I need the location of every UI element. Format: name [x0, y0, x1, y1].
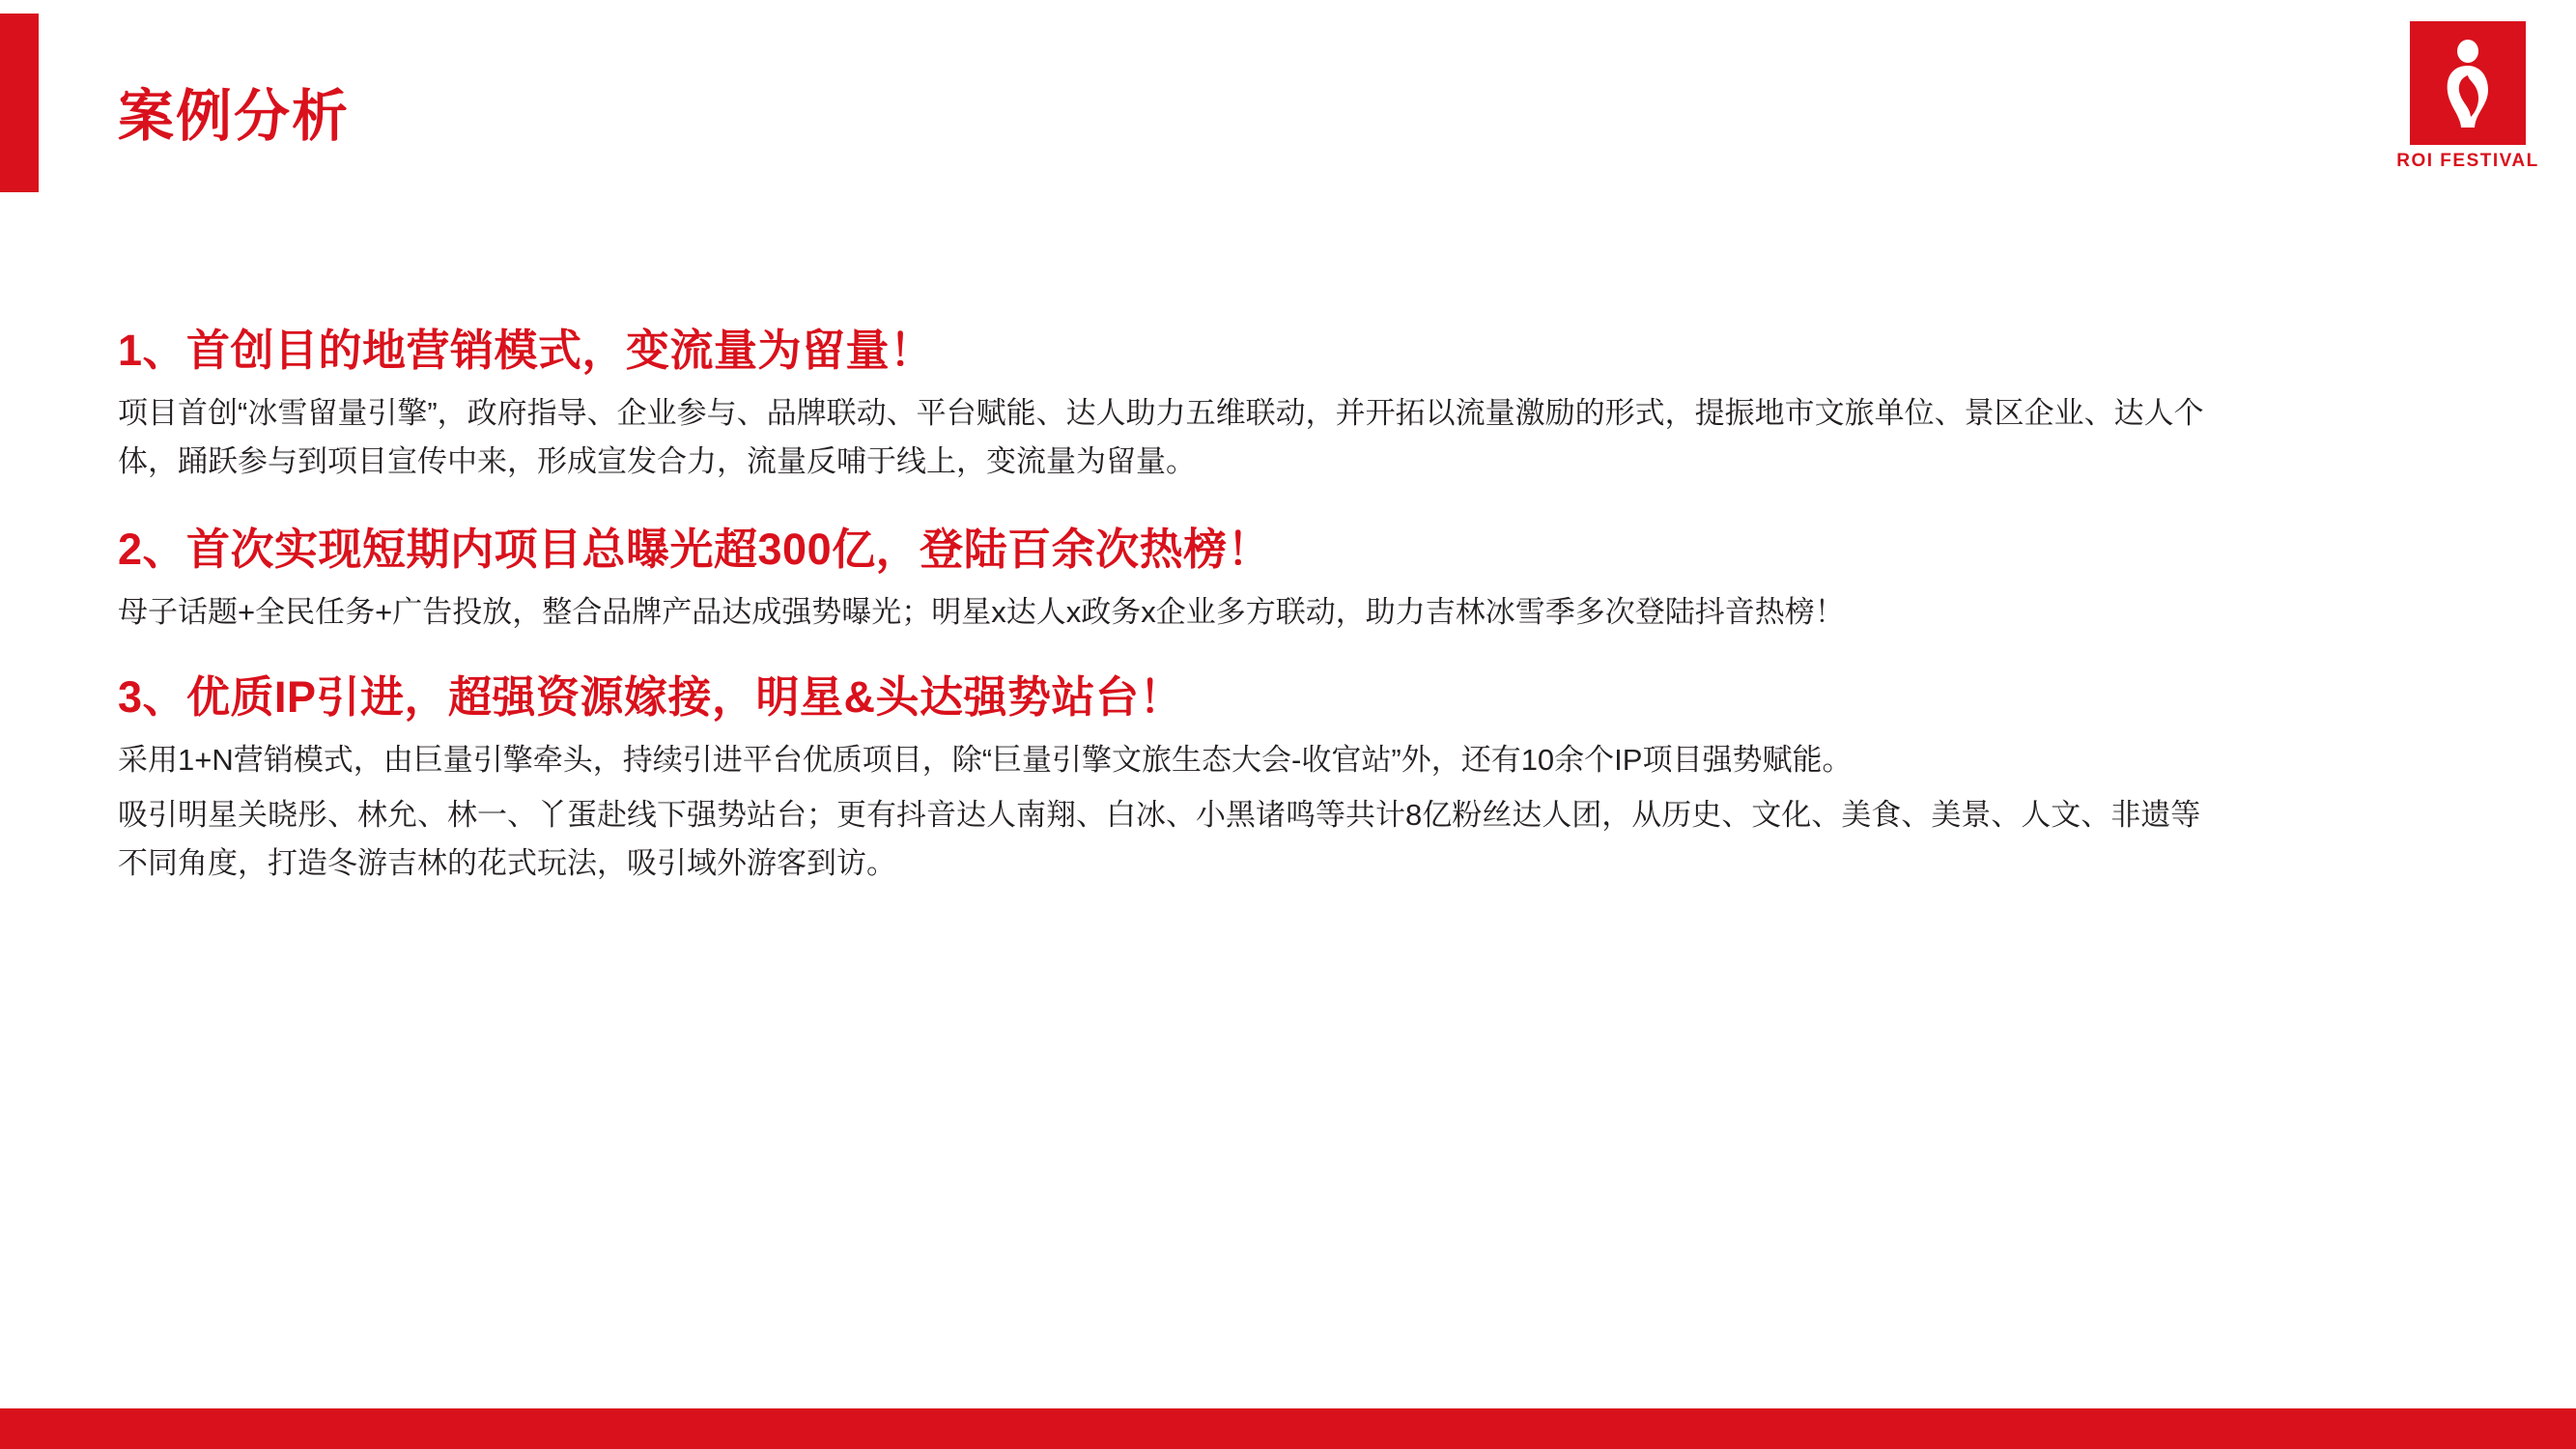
- section-2: [118, 518, 2233, 637]
- spacer-1: [118, 493, 2233, 518]
- section-3-paragraph-2: 吸引明星关晓彤、林允、林一、丫蛋赴线下强势站台；更有抖音达人南翔、白冰、小黑诸鸣等共计8亿粉丝达人团，从历史、文化、美食、美景、人文、非遗等不同角度，打造冬游吉林的花式玩法，吸引域外游客到访。: [118, 797, 2201, 880]
- spacer-2: [118, 642, 2233, 666]
- section-3-heading: 3、优质IP引进，超强资源嫁接，明星&头达强势站台！: [118, 672, 1184, 723]
- section-3: [118, 666, 2233, 888]
- content-body: [118, 319, 2233, 894]
- logo: [2396, 21, 2539, 185]
- logo-badge: [2410, 21, 2526, 145]
- section-2-paragraph-1: 母子话题+全民任务+广告投放，整合品牌产品达成强势曝光；明星x达人x政务x企业多方联动，助力吉林冰雪季多次登陆抖音热榜！: [118, 594, 1845, 629]
- flame-figure-icon: [2432, 36, 2504, 130]
- logo-caption: ROI FESTIVAL: [2396, 151, 2539, 171]
- section-3-paragraph-1: 采用1+N营销模式，由巨量引擎牵头，持续引进平台优质项目，除“巨量引擎文旅生态大会-收官站”外，还有10余个IP项目强势赋能。: [118, 743, 1853, 778]
- page-title: 案例分析: [118, 85, 351, 148]
- section-2-heading: 2、首次实现短期内项目总曝光超300亿，登陆百余次热榜！: [118, 524, 1272, 574]
- footer-accent-bar: [0, 1408, 2576, 1449]
- section-1: [118, 319, 2233, 487]
- section-1-heading: 1、首创目的地营销模式，变流量为留量！: [118, 326, 934, 375]
- section-1-paragraph-1: 项目首创“冰雪留量引擎”，政府指导、企业参与、品牌联动、平台赋能、达人助力五维联动，并开拓以流量激励的形式，提振地市文旅单位、景区企业、达人个体，踊跃参与到项目宣传中来，形成宣发合力，流量反哺于线上，变流量为留量。: [118, 396, 2204, 479]
- header-accent-bar: [0, 14, 39, 192]
